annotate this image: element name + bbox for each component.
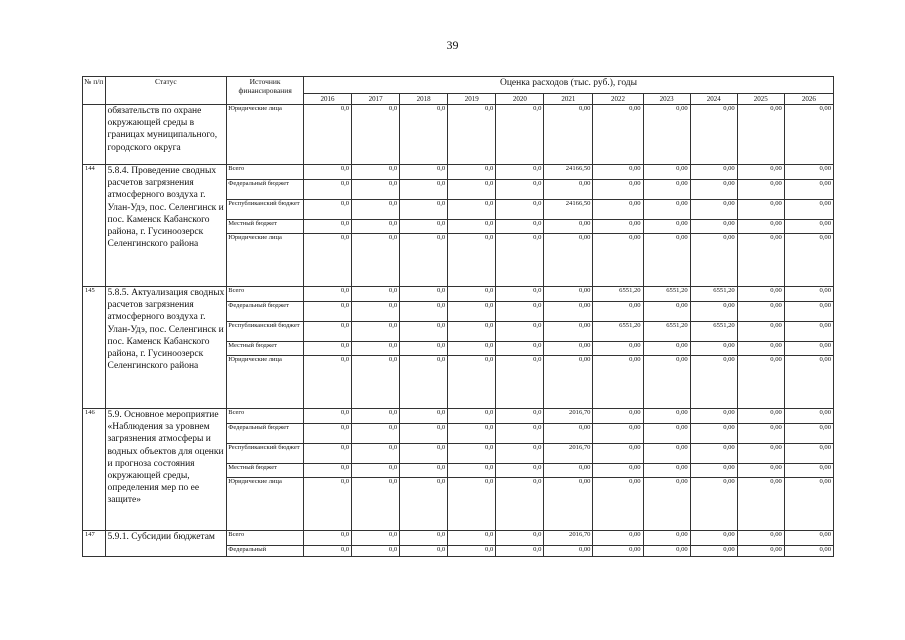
funding-source: Республиканский бюджет — [227, 200, 304, 220]
expense-value: 0,0 — [496, 234, 544, 287]
expense-value: 0,00 — [544, 234, 593, 287]
expense-value: 0,00 — [593, 464, 643, 478]
expense-value: 0,0 — [448, 464, 496, 478]
expense-value: 0,00 — [784, 165, 833, 180]
expense-value: 0,0 — [303, 287, 351, 302]
expense-value: 0,00 — [690, 302, 737, 322]
header-source: Источник финансирования — [227, 77, 304, 105]
header-year: 2019 — [448, 94, 496, 105]
expense-value: 0,00 — [643, 105, 690, 165]
header-year: 2024 — [690, 94, 737, 105]
row-number: 145 — [83, 287, 106, 409]
expense-value: 0,00 — [544, 424, 593, 444]
expense-value: 0,0 — [303, 220, 351, 234]
expense-value: 0,00 — [737, 180, 784, 200]
header-year: 2017 — [352, 94, 400, 105]
expense-value: 0,0 — [496, 180, 544, 200]
expense-value: 0,00 — [737, 165, 784, 180]
expense-value: 0,0 — [448, 322, 496, 342]
expense-value: 0,00 — [690, 464, 737, 478]
expense-value: 0,00 — [544, 220, 593, 234]
expense-value: 0,0 — [448, 302, 496, 322]
expense-value: 0,00 — [593, 444, 643, 464]
expense-value: 0,0 — [352, 424, 400, 444]
expense-value: 0,00 — [593, 531, 643, 546]
expense-value: 0,00 — [737, 464, 784, 478]
header-num: № п/п — [83, 77, 106, 105]
expense-value: 0,0 — [496, 342, 544, 356]
expense-value: 0,0 — [496, 356, 544, 409]
expense-value: 0,00 — [737, 322, 784, 342]
header-estimate: Оценка расходов (тыс. руб.), годы — [303, 77, 833, 94]
expense-value: 0,0 — [352, 409, 400, 424]
expense-value: 0,0 — [448, 220, 496, 234]
expense-value: 0,0 — [303, 531, 351, 546]
funding-source: Всего — [227, 409, 304, 424]
expense-value: 0,00 — [593, 302, 643, 322]
expense-value: 24166,50 — [544, 165, 593, 180]
expense-value: 0,00 — [737, 220, 784, 234]
expense-value: 0,0 — [448, 180, 496, 200]
expense-value: 0,0 — [303, 409, 351, 424]
expense-value: 0,0 — [448, 200, 496, 220]
expense-value: 0,0 — [496, 200, 544, 220]
expense-value: 0,0 — [303, 200, 351, 220]
expense-value: 0,0 — [303, 356, 351, 409]
expense-value: 0,0 — [400, 287, 448, 302]
expense-value: 0,0 — [400, 424, 448, 444]
table-row — [83, 531, 834, 546]
expense-value: 0,00 — [593, 220, 643, 234]
expense-value: 0,00 — [643, 165, 690, 180]
expense-value: 0,00 — [784, 478, 833, 531]
funding-source: Юридические лица — [227, 478, 304, 531]
funding-source: Юридические лица — [227, 234, 304, 287]
expense-value: 0,0 — [400, 444, 448, 464]
expense-value: 0,0 — [400, 546, 448, 557]
expense-value: 6551,20 — [593, 287, 643, 302]
expense-value: 0,00 — [737, 200, 784, 220]
expense-value: 0,00 — [643, 444, 690, 464]
expense-value: 0,0 — [303, 478, 351, 531]
expense-value: 0,00 — [643, 531, 690, 546]
funding-source: Федеральный бюджет — [227, 302, 304, 322]
funding-source: Всего — [227, 531, 304, 546]
expense-value: 0,00 — [784, 464, 833, 478]
expense-value: 0,00 — [544, 546, 593, 557]
expense-value: 0,00 — [784, 302, 833, 322]
expense-value: 0,00 — [737, 546, 784, 557]
expense-value: 0,0 — [303, 424, 351, 444]
funding-source: Республиканский бюджет — [227, 444, 304, 464]
expense-value: 0,00 — [784, 220, 833, 234]
expense-value: 0,0 — [496, 464, 544, 478]
header-year: 2021 — [544, 94, 593, 105]
expense-table — [82, 76, 834, 557]
expense-value: 0,00 — [784, 234, 833, 287]
expense-value: 0,0 — [352, 478, 400, 531]
expense-value: 0,00 — [690, 409, 737, 424]
expense-value: 0,00 — [737, 342, 784, 356]
expense-value: 0,00 — [737, 424, 784, 444]
funding-source: Всего — [227, 165, 304, 180]
expense-value: 0,0 — [496, 546, 544, 557]
expense-value: 0,0 — [496, 165, 544, 180]
expense-value: 2016,70 — [544, 444, 593, 464]
expense-value: 0,0 — [400, 302, 448, 322]
status-cell: обязательств по охране окружающей среды в границах муниципального, городского округа — [105, 105, 227, 165]
expense-value: 0,00 — [643, 546, 690, 557]
expense-value: 0,00 — [737, 478, 784, 531]
expense-value: 0,0 — [400, 478, 448, 531]
expense-value: 0,00 — [737, 444, 784, 464]
table-row — [83, 409, 834, 424]
header-year: 2025 — [737, 94, 784, 105]
expense-value: 2016,70 — [544, 409, 593, 424]
expense-value: 0,0 — [448, 356, 496, 409]
table-row — [83, 165, 834, 180]
expense-value: 0,0 — [400, 356, 448, 409]
expense-value: 0,0 — [303, 444, 351, 464]
expense-value: 0,00 — [737, 531, 784, 546]
expense-value: 0,0 — [400, 180, 448, 200]
expense-value: 0,00 — [690, 105, 737, 165]
expense-value: 0,0 — [496, 531, 544, 546]
expense-value: 0,0 — [352, 546, 400, 557]
expense-value: 0,00 — [690, 424, 737, 444]
funding-source: Федеральный бюджет — [227, 180, 304, 200]
expense-value: 0,0 — [496, 220, 544, 234]
expense-value: 0,00 — [544, 180, 593, 200]
funding-source: Местный бюджет — [227, 342, 304, 356]
header-year: 2026 — [784, 94, 833, 105]
funding-source: Местный бюджет — [227, 220, 304, 234]
expense-value: 0,0 — [448, 287, 496, 302]
expense-value: 0,00 — [593, 478, 643, 531]
expense-value: 0,0 — [352, 105, 400, 165]
expense-value: 0,00 — [593, 200, 643, 220]
expense-value: 0,0 — [400, 165, 448, 180]
expense-value: 0,0 — [400, 409, 448, 424]
expense-value: 0,00 — [544, 322, 593, 342]
expense-value: 0,00 — [643, 464, 690, 478]
status-cell: 5.9. Основное мероприятие «Наблюдения за уровнем загрязнения атмосферы и водных объектов для оценки и прогноза состояния окружающей среды, определения мер по ее защите» — [105, 409, 227, 531]
expense-value: 0,00 — [737, 302, 784, 322]
expense-value: 0,0 — [448, 165, 496, 180]
expense-value: 0,0 — [448, 478, 496, 531]
expense-value: 0,00 — [737, 287, 784, 302]
expense-value: 0,00 — [643, 302, 690, 322]
expense-value: 0,0 — [448, 105, 496, 165]
expense-value: 0,00 — [784, 409, 833, 424]
expense-value: 0,0 — [352, 444, 400, 464]
expense-value: 0,00 — [784, 287, 833, 302]
expense-value: 0,0 — [303, 322, 351, 342]
row-number: 146 — [83, 409, 106, 531]
expense-value: 0,0 — [303, 342, 351, 356]
expense-value: 0,00 — [643, 356, 690, 409]
funding-source: Федеральный — [227, 546, 304, 557]
expense-value: 0,0 — [303, 165, 351, 180]
header-year: 2020 — [496, 94, 544, 105]
expense-value: 0,00 — [593, 180, 643, 200]
expense-value: 0,0 — [400, 220, 448, 234]
expense-value: 0,00 — [593, 546, 643, 557]
expense-value: 0,0 — [496, 409, 544, 424]
table-row — [83, 287, 834, 302]
expense-value: 0,00 — [544, 478, 593, 531]
expense-value: 0,0 — [352, 180, 400, 200]
header-year: 2022 — [593, 94, 643, 105]
expense-value: 0,00 — [690, 478, 737, 531]
expense-value: 0,00 — [544, 342, 593, 356]
expense-value: 0,00 — [784, 322, 833, 342]
expense-value: 0,00 — [690, 546, 737, 557]
expense-value: 0,0 — [400, 200, 448, 220]
expense-value: 0,0 — [448, 546, 496, 557]
expense-value: 0,00 — [784, 180, 833, 200]
table-row — [83, 105, 834, 165]
expense-value: 0,0 — [496, 322, 544, 342]
expense-value: 0,0 — [303, 180, 351, 200]
expense-value: 0,0 — [496, 105, 544, 165]
expense-value: 2016,70 — [544, 531, 593, 546]
expense-value: 0,0 — [496, 444, 544, 464]
expense-value: 0,00 — [690, 234, 737, 287]
header-year: 2023 — [643, 94, 690, 105]
expense-value: 0,00 — [690, 165, 737, 180]
expense-value: 6551,20 — [643, 287, 690, 302]
expense-value: 0,00 — [643, 180, 690, 200]
expense-value: 0,0 — [400, 531, 448, 546]
expense-value: 0,00 — [593, 424, 643, 444]
expense-value: 6551,20 — [643, 322, 690, 342]
expense-value: 0,00 — [690, 531, 737, 546]
status-cell: 5.8.4. Проведение сводных расчетов загрязнения атмосферного воздуха г. Улан-Удэ, пос. Селенгинск и пос. Каменск Кабанского района, г. Гусиноозерск Селенгинского района — [105, 165, 227, 287]
expense-value: 0,0 — [352, 220, 400, 234]
expense-value: 0,00 — [690, 444, 737, 464]
expense-value: 24166,50 — [544, 200, 593, 220]
expense-value: 0,00 — [690, 220, 737, 234]
header-year: 2018 — [400, 94, 448, 105]
expense-value: 0,0 — [448, 444, 496, 464]
expense-value: 0,00 — [593, 165, 643, 180]
status-cell: 5.9.1. Субсидии бюджетам — [105, 531, 227, 557]
expense-value: 0,0 — [448, 234, 496, 287]
expense-value: 0,00 — [690, 356, 737, 409]
expense-value: 0,0 — [448, 531, 496, 546]
expense-value: 0,0 — [352, 200, 400, 220]
expense-value: 0,0 — [400, 234, 448, 287]
expense-value: 6551,20 — [690, 287, 737, 302]
expense-value: 0,0 — [496, 424, 544, 444]
expense-value: 0,00 — [643, 342, 690, 356]
expense-value: 0,0 — [448, 424, 496, 444]
expense-value: 0,00 — [690, 342, 737, 356]
funding-source: Юридические лица — [227, 105, 304, 165]
expense-value: 0,0 — [303, 105, 351, 165]
expense-value: 0,0 — [352, 342, 400, 356]
expense-value: 0,00 — [544, 464, 593, 478]
expense-value: 0,0 — [496, 478, 544, 531]
expense-value: 0,0 — [303, 234, 351, 287]
expense-value: 0,00 — [643, 220, 690, 234]
funding-source: Местный бюджет — [227, 464, 304, 478]
expense-value: 0,00 — [784, 356, 833, 409]
funding-source: Юридические лица — [227, 356, 304, 409]
expense-value: 0,00 — [690, 200, 737, 220]
expense-value: 0,00 — [737, 105, 784, 165]
expense-value: 0,0 — [352, 302, 400, 322]
expense-value: 0,0 — [400, 322, 448, 342]
expense-value: 0,0 — [400, 105, 448, 165]
expense-value: 0,0 — [352, 356, 400, 409]
expense-value: 0,0 — [352, 234, 400, 287]
expense-value: 0,00 — [784, 424, 833, 444]
expense-value: 0,0 — [303, 464, 351, 478]
header-status: Статус — [105, 77, 227, 105]
expense-value: 0,0 — [352, 464, 400, 478]
expense-value: 0,00 — [544, 356, 593, 409]
status-cell: 5.8.5. Актуализация сводных расчетов загрязнения атмосферного воздуха г. Улан-Удэ, пос. Селенгинск и пос. Каменск Кабанского района, г. Гусиноозерск Селенгинского района — [105, 287, 227, 409]
expense-value: 0,00 — [643, 200, 690, 220]
expense-value: 0,00 — [643, 409, 690, 424]
expense-value: 0,0 — [448, 409, 496, 424]
row-number: 147 — [83, 531, 106, 557]
expense-value: 0,00 — [544, 105, 593, 165]
header-year: 2016 — [303, 94, 351, 105]
expense-value: 0,00 — [784, 200, 833, 220]
expense-value: 0,0 — [400, 342, 448, 356]
expense-value: 0,00 — [593, 409, 643, 424]
row-number: 144 — [83, 165, 106, 287]
expense-value: 0,00 — [737, 234, 784, 287]
expense-value: 0,00 — [643, 424, 690, 444]
expense-value: 0,00 — [593, 356, 643, 409]
expense-value: 0,0 — [496, 287, 544, 302]
expense-value: 0,00 — [593, 234, 643, 287]
expense-value: 0,00 — [593, 342, 643, 356]
expense-value: 0,00 — [593, 105, 643, 165]
expense-value: 0,00 — [737, 356, 784, 409]
expense-value: 6551,20 — [690, 322, 737, 342]
expense-value: 0,0 — [448, 342, 496, 356]
expense-value: 0,00 — [544, 302, 593, 322]
expense-value: 0,00 — [643, 234, 690, 287]
expense-value: 0,00 — [544, 287, 593, 302]
expense-value: 0,00 — [643, 478, 690, 531]
expense-value: 0,0 — [303, 302, 351, 322]
page-number: 39 — [446, 38, 459, 52]
expense-value: 0,0 — [352, 322, 400, 342]
expense-value: 0,0 — [303, 546, 351, 557]
expense-value: 0,00 — [784, 105, 833, 165]
expense-value: 0,0 — [352, 165, 400, 180]
expense-value: 0,0 — [352, 531, 400, 546]
expense-value: 0,00 — [784, 342, 833, 356]
expense-value: 0,00 — [784, 546, 833, 557]
expense-value: 0,0 — [496, 302, 544, 322]
row-number — [83, 105, 106, 165]
expense-value: 0,00 — [784, 444, 833, 464]
expense-value: 0,00 — [737, 409, 784, 424]
funding-source: Всего — [227, 287, 304, 302]
expense-value: 6551,20 — [593, 322, 643, 342]
expense-value: 0,0 — [352, 287, 400, 302]
funding-source: Республиканский бюджет — [227, 322, 304, 342]
expense-value: 0,00 — [690, 180, 737, 200]
funding-source: Федеральный бюджет — [227, 424, 304, 444]
expense-value: 0,0 — [400, 464, 448, 478]
expense-value: 0,00 — [784, 531, 833, 546]
